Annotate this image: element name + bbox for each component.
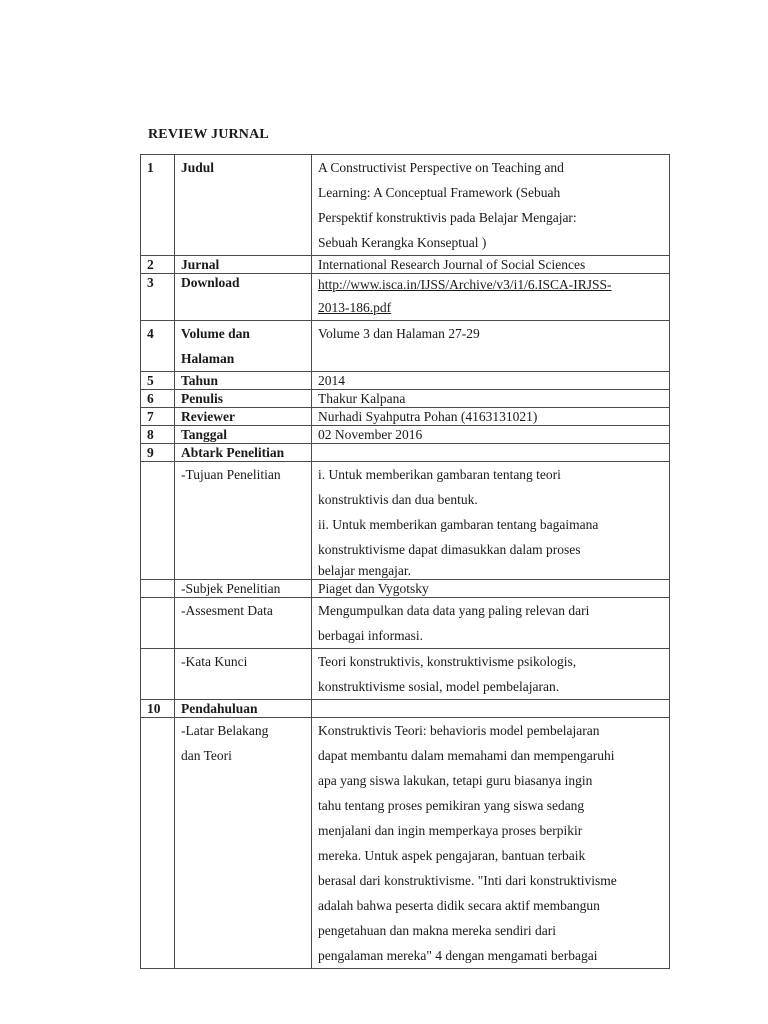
tujuan-line: i. Untuk memberikan gambaran tentang teori xyxy=(318,467,561,482)
latar-line: tahu tentang proses pemikiran yang siswa sedang xyxy=(318,798,585,813)
row-label-assesment: -Assesment Data xyxy=(175,598,312,649)
latar-label-line: -Latar Belakang xyxy=(181,723,269,738)
row-number: 6 xyxy=(141,390,175,408)
table-row-subjek xyxy=(141,580,670,598)
row-value-subjek: Piaget dan Vygotsky xyxy=(312,580,670,598)
tujuan-line: belajar mengajar. xyxy=(318,563,411,578)
download-link[interactable]: 2013-186.pdf xyxy=(318,300,392,315)
row-label-judul: Judul xyxy=(175,155,312,256)
kata-kunci-line: konstruktivisme sosial, model pembelajaran. xyxy=(318,679,560,694)
row-number: 7 xyxy=(141,408,175,426)
row-label-tujuan: -Tujuan Penelitian xyxy=(175,462,312,580)
row-value-tahun: 2014 xyxy=(312,372,670,390)
row-number: 9 xyxy=(141,444,175,462)
table-row-kata-kunci xyxy=(141,649,670,700)
judul-line: Sebuah Kerangka Konseptual ) xyxy=(318,235,487,250)
row-number-empty xyxy=(141,462,175,580)
row-number-empty xyxy=(141,649,175,700)
row-label-abstrak: Abtark Penelitian xyxy=(175,444,312,462)
table-row-download xyxy=(141,274,670,321)
row-number: 4 xyxy=(141,321,175,372)
row-value-abstrak xyxy=(312,444,670,462)
row-number: 1 xyxy=(141,155,175,256)
latar-line: pengetahuan dan makna mereka sendiri dari xyxy=(318,923,557,938)
row-value-reviewer: Nurhadi Syahputra Pohan (4163131021) xyxy=(312,408,670,426)
row-value-assesment xyxy=(312,598,670,649)
judul-line: Learning: A Conceptual Framework (Sebuah xyxy=(318,185,561,200)
table-row-abstrak xyxy=(141,444,670,462)
kata-kunci-line: Teori konstruktivis, konstruktivisme psikologis, xyxy=(318,654,577,669)
row-label-penulis: Penulis xyxy=(175,390,312,408)
row-value-penulis: Thakur Kalpana xyxy=(312,390,670,408)
latar-line: adalah bahwa peserta didik secara aktif membangun xyxy=(318,898,600,913)
table-row-tahun xyxy=(141,372,670,390)
row-label-pendahuluan: Pendahuluan xyxy=(175,700,312,718)
tujuan-line: konstruktivisme dapat dimasukkan dalam proses xyxy=(318,542,581,557)
row-value-jurnal: International Research Journal of Social Sciences xyxy=(312,256,670,274)
table-row-latar xyxy=(141,718,670,969)
row-number: 5 xyxy=(141,372,175,390)
latar-line: mereka. Untuk aspek pengajaran, bantuan terbaik xyxy=(318,848,586,863)
row-label-tanggal: Tanggal xyxy=(175,426,312,444)
table-row-tanggal xyxy=(141,426,670,444)
judul-line: Perspektif konstruktivis pada Belajar Mengajar: xyxy=(318,210,577,225)
table-row-penulis xyxy=(141,390,670,408)
latar-line: pengalaman mereka" 4 dengan mengamati berbagai xyxy=(318,948,598,963)
table-row-assesment xyxy=(141,598,670,649)
row-number-empty xyxy=(141,580,175,598)
row-label-subjek: -Subjek Penelitian xyxy=(175,580,312,598)
latar-line: dapat membantu dalam memahami dan mempengaruhi xyxy=(318,748,615,763)
row-number: 10 xyxy=(141,700,175,718)
row-label-kata-kunci: -Kata Kunci xyxy=(175,649,312,700)
assesment-line: berbagai informasi. xyxy=(318,628,423,643)
latar-line: apa yang siswa lakukan, tetapi guru biasanya ingin xyxy=(318,773,593,788)
row-value-pendahuluan xyxy=(312,700,670,718)
row-label-jurnal: Jurnal xyxy=(175,256,312,274)
judul-line: A Constructivist Perspective on Teaching and xyxy=(318,160,564,175)
row-number: 2 xyxy=(141,256,175,274)
row-label-tahun: Tahun xyxy=(175,372,312,390)
table-row-reviewer xyxy=(141,408,670,426)
row-number-empty xyxy=(141,718,175,969)
volume-label-line: Halaman xyxy=(181,351,235,366)
row-label-download: Download xyxy=(175,274,312,321)
volume-label-line: Volume dan xyxy=(181,326,250,341)
row-value-tujuan xyxy=(312,462,670,580)
row-number: 3 xyxy=(141,274,175,321)
row-label-volume xyxy=(175,321,312,372)
row-value-judul xyxy=(312,155,670,256)
tujuan-line: ii. Untuk memberikan gambaran tentang bagaimana xyxy=(318,517,599,532)
latar-label-line: dan Teori xyxy=(181,748,232,763)
latar-line: Konstruktivis Teori: behavioris model pembelajaran xyxy=(318,723,600,738)
row-value-download[interactable] xyxy=(312,274,670,321)
latar-line: berasal dari konstruktivisme. "Inti dari konstruktivisme xyxy=(318,873,617,888)
table-row-pendahuluan xyxy=(141,700,670,718)
document-title: REVIEW JURNAL xyxy=(148,127,269,142)
row-value-tanggal: 02 November 2016 xyxy=(312,426,670,444)
row-value-kata-kunci xyxy=(312,649,670,700)
row-value-volume: Volume 3 dan Halaman 27-29 xyxy=(312,321,670,372)
row-label-reviewer: Reviewer xyxy=(175,408,312,426)
table-row-jurnal xyxy=(141,256,670,274)
assesment-line: Mengumpulkan data data yang paling relevan dari xyxy=(318,603,590,618)
row-value-latar xyxy=(312,718,670,969)
table-row-volume xyxy=(141,321,670,372)
table-row-judul xyxy=(141,155,670,256)
row-number-empty xyxy=(141,598,175,649)
tujuan-line: konstruktivis dan dua bentuk. xyxy=(318,492,478,507)
row-number: 8 xyxy=(141,426,175,444)
latar-line: menjalani dan ingin memperkaya proses berpikir xyxy=(318,823,583,838)
table-row-tujuan xyxy=(141,462,670,580)
row-label-latar xyxy=(175,718,312,969)
review-table xyxy=(140,154,670,969)
download-link[interactable]: http://www.isca.in/IJSS/Archive/v3/i1/6.ISCA-IRJSS- xyxy=(318,277,612,292)
